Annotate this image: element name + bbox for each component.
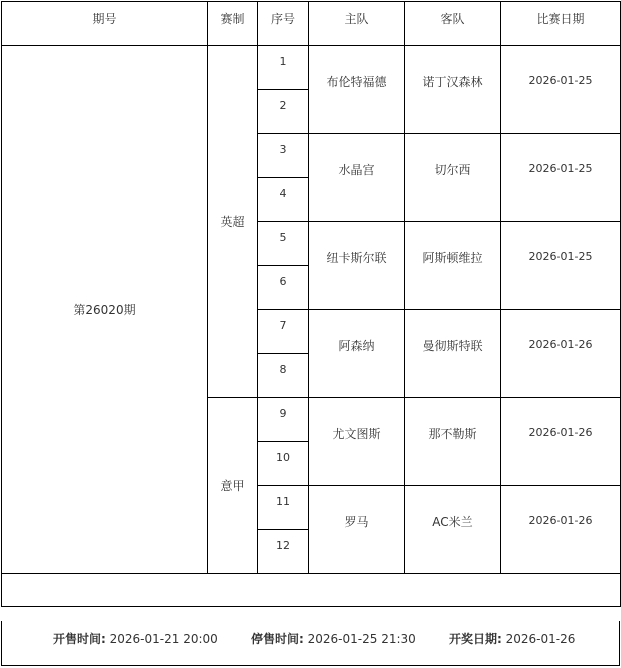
away-team-cell: 那不勒斯: [405, 398, 501, 486]
sale-start-value: 2026-01-21 20:00: [109, 632, 218, 646]
home-team-cell: 水晶宫: [309, 134, 405, 222]
away-team-cell: 阿斯顿维拉: [405, 222, 501, 310]
table-row: [2, 46, 621, 90]
home-team-cell: 尤文图斯: [309, 398, 405, 486]
header-seq: 序号: [258, 2, 309, 46]
match-date-cell: 2026-01-25: [501, 134, 621, 222]
seq-cell: 5: [258, 222, 309, 266]
match-date-cell: 2026-01-26: [501, 310, 621, 398]
blank-cell: [2, 574, 621, 607]
draw-date-label: 开奖日期:: [449, 632, 502, 646]
seq-cell: 11: [258, 486, 309, 530]
seq-cell: 8: [258, 354, 309, 398]
sale-stop-label: 停售时间:: [251, 632, 304, 646]
seq-cell: 12: [258, 530, 309, 574]
match-date-cell: 2026-01-25: [501, 222, 621, 310]
league-cell-premier-league: 英超: [208, 46, 258, 398]
header-issue: 期号: [2, 2, 208, 46]
away-team-cell: 切尔西: [405, 134, 501, 222]
issue-cell: 第26020期: [2, 46, 208, 574]
seq-cell: 9: [258, 398, 309, 442]
seq-cell: 10: [258, 442, 309, 486]
table-header-row: [2, 2, 621, 46]
sale-info-footer: [1, 621, 620, 666]
match-date-cell: 2026-01-25: [501, 46, 621, 134]
draw-date-value: 2026-01-26: [505, 632, 576, 646]
seq-cell: 2: [258, 90, 309, 134]
seq-cell: 4: [258, 178, 309, 222]
home-team-cell: 罗马: [309, 486, 405, 574]
match-date-cell: 2026-01-26: [501, 486, 621, 574]
away-team-cell: AC米兰: [405, 486, 501, 574]
seq-cell: 6: [258, 266, 309, 310]
blank-row: [2, 574, 621, 607]
sale-start-info: [53, 630, 218, 647]
home-team-cell: 布伦特福德: [309, 46, 405, 134]
header-home-team: 主队: [309, 2, 405, 46]
header-away-team: 客队: [405, 2, 501, 46]
home-team-cell: 阿森纳: [309, 310, 405, 398]
header-league: 赛制: [208, 2, 258, 46]
seq-cell: 1: [258, 46, 309, 90]
match-schedule-table: [1, 1, 621, 607]
away-team-cell: 曼彻斯特联: [405, 310, 501, 398]
match-date-cell: 2026-01-26: [501, 398, 621, 486]
header-match-date: 比赛日期: [501, 2, 621, 46]
seq-cell: 7: [258, 310, 309, 354]
seq-cell: 3: [258, 134, 309, 178]
draw-date-info: [449, 630, 575, 647]
league-cell-serie-a: 意甲: [208, 398, 258, 574]
sale-stop-value: 2026-01-25 21:30: [307, 632, 416, 646]
home-team-cell: 纽卡斯尔联: [309, 222, 405, 310]
sale-start-label: 开售时间:: [53, 632, 106, 646]
away-team-cell: 诺丁汉森林: [405, 46, 501, 134]
sale-stop-info: [251, 630, 416, 647]
